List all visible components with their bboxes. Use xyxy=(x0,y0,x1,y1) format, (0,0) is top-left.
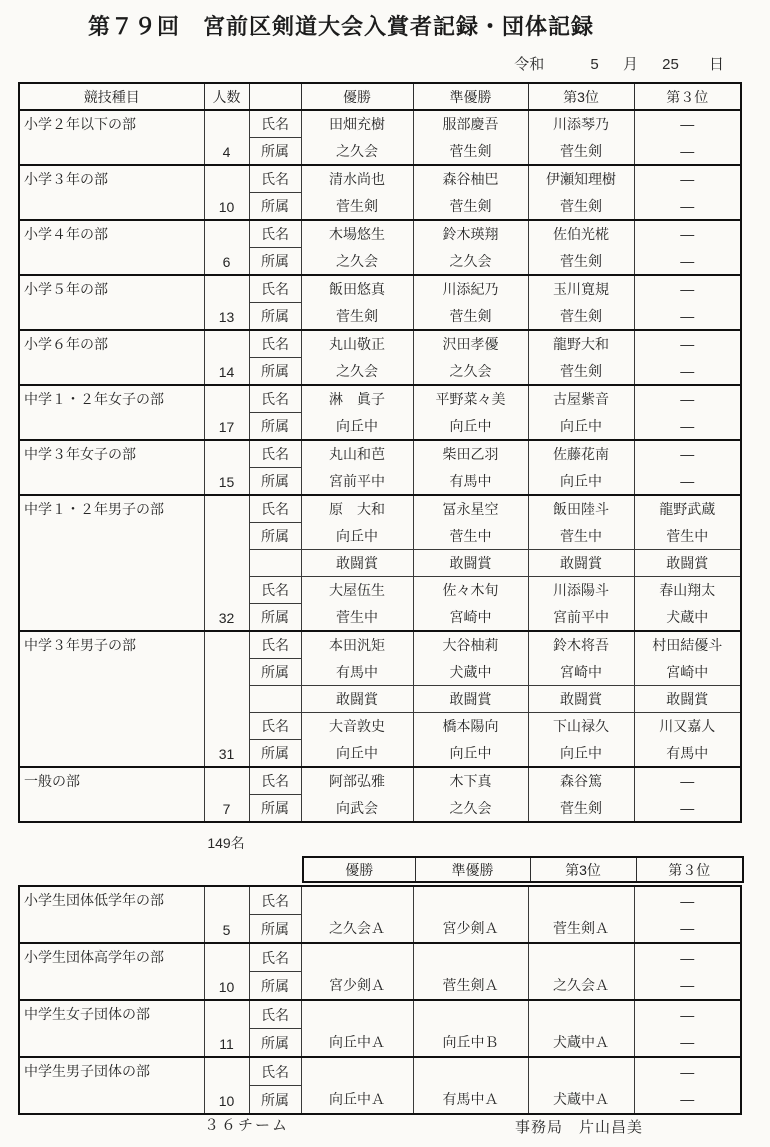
affiliation-cell: 之久会Ａ xyxy=(301,915,413,944)
affiliation-cell: ― xyxy=(634,138,741,166)
affiliation-cell: 菅生剣Ａ xyxy=(413,972,528,1001)
name-cell xyxy=(301,1057,413,1086)
name-cell: ― xyxy=(634,330,741,358)
affiliation-cell: 菅生剣 xyxy=(413,138,528,166)
name-cell: 玉川寛規 xyxy=(528,275,634,303)
date-month-unit: 月 xyxy=(622,56,638,73)
name-cell xyxy=(528,1057,634,1086)
participant-count: 13 xyxy=(204,275,249,330)
name-cell xyxy=(413,886,528,915)
admin-office: 事務局 片山昌美 xyxy=(515,1119,644,1136)
name-label: 氏名 xyxy=(249,495,301,523)
name-cell xyxy=(413,943,528,972)
event-label: 小学５年の部 xyxy=(19,275,204,330)
affiliation-cell: 菅生中 xyxy=(413,523,528,550)
name-cell: 丸山和芭 xyxy=(301,440,413,468)
name-cell: 平野菜々美 xyxy=(413,385,528,413)
event-label: 一般の部 xyxy=(19,767,204,822)
affiliation-cell: 犬蔵中 xyxy=(413,659,528,686)
event-label: 中学１・２年男子の部 xyxy=(19,495,204,631)
affiliation-cell: 之久会 xyxy=(301,248,413,276)
affiliation-label: 所属 xyxy=(249,138,301,166)
affiliation-label: 所属 xyxy=(249,468,301,496)
participant-count: 32 xyxy=(204,495,249,631)
name-cell: 川添紀乃 xyxy=(413,275,528,303)
participant-count: 7 xyxy=(204,767,249,822)
affiliation-cell: 菅生剣 xyxy=(528,138,634,166)
event-label: 小学生団体高学年の部 xyxy=(19,943,204,1000)
page-title: 第７９回 宮前区剣道大会入賞者記録・団体記録 xyxy=(88,14,595,39)
participant-count: 10 xyxy=(204,943,249,1000)
name-cell xyxy=(528,943,634,972)
team-header-second-place: 準優勝 xyxy=(415,857,530,882)
affiliation-cell: 宮前平中 xyxy=(301,468,413,496)
name-cell: 伊瀬知理樹 xyxy=(528,165,634,193)
fighting-spirit-award-cell: 敢闘賞 xyxy=(301,550,413,577)
name-label: 氏名 xyxy=(249,943,301,972)
footer xyxy=(0,1114,770,1138)
participant-count: 6 xyxy=(204,220,249,275)
affiliation-cell: 向丘中 xyxy=(301,413,413,441)
name-cell: 佐々木旬 xyxy=(413,577,528,604)
affiliation-cell: 有馬中Ａ xyxy=(413,1086,528,1115)
table-row xyxy=(19,943,741,972)
affiliation-cell: 宮崎中 xyxy=(413,604,528,632)
name-cell: 森谷篤 xyxy=(528,767,634,795)
affiliation-cell: 之久会 xyxy=(413,248,528,276)
affiliation-cell: 向丘中 xyxy=(528,740,634,768)
header-event: 競技種目 xyxy=(19,83,204,110)
name-cell: 木場悠生 xyxy=(301,220,413,248)
affiliation-cell: 向丘中Ｂ xyxy=(413,1029,528,1058)
affiliation-cell: 菅生中 xyxy=(528,523,634,550)
name-label: 氏名 xyxy=(249,631,301,659)
name-cell: 龍野大和 xyxy=(528,330,634,358)
affiliation-cell: 菅生剣 xyxy=(301,303,413,331)
affiliation-cell: 菅生剣 xyxy=(528,358,634,386)
header-third-place-2: 第３位 xyxy=(634,83,741,110)
name-cell xyxy=(413,1057,528,1086)
affiliation-cell: 宮崎中 xyxy=(528,659,634,686)
fighting-spirit-award-cell: 敢闘賞 xyxy=(301,686,413,713)
affiliation-cell: 菅生中 xyxy=(301,604,413,632)
table-row xyxy=(19,110,741,138)
affiliation-label: 所属 xyxy=(249,604,301,632)
affiliation-cell: 向武会 xyxy=(301,795,413,823)
table-row xyxy=(19,1057,741,1086)
name-label: 氏名 xyxy=(249,220,301,248)
participant-count: 14 xyxy=(204,330,249,385)
name-cell: ― xyxy=(634,110,741,138)
name-label: 氏名 xyxy=(249,886,301,915)
name-cell: 橋本陽向 xyxy=(413,713,528,740)
affiliation-label: 所属 xyxy=(249,358,301,386)
name-cell: 川添陽斗 xyxy=(528,577,634,604)
affiliation-cell: 犬蔵中 xyxy=(634,604,741,632)
fighting-spirit-award-cell: 敢闘賞 xyxy=(528,550,634,577)
event-label: 小学４年の部 xyxy=(19,220,204,275)
affiliation-cell: 向丘中Ａ xyxy=(301,1029,413,1058)
event-label: 中学３年女子の部 xyxy=(19,440,204,495)
affiliation-label: 所属 xyxy=(249,1086,301,1115)
header-third-place: 第3位 xyxy=(528,83,634,110)
participant-count: 5 xyxy=(204,886,249,943)
event-label: 小学生団体低学年の部 xyxy=(19,886,204,943)
affiliation-cell: 向丘中 xyxy=(528,468,634,496)
table-row xyxy=(19,767,741,795)
affiliation-cell: 犬蔵中Ａ xyxy=(528,1086,634,1115)
affiliation-cell: 向丘中 xyxy=(413,413,528,441)
affiliation-cell: 向丘中 xyxy=(528,413,634,441)
name-cell: ― xyxy=(634,943,741,972)
affiliation-cell: 有馬中 xyxy=(634,740,741,768)
name-cell: 鈴木瑛翔 xyxy=(413,220,528,248)
name-cell: 川添琴乃 xyxy=(528,110,634,138)
name-label: 氏名 xyxy=(249,1000,301,1029)
affiliation-cell: 之久会 xyxy=(301,358,413,386)
name-cell: 佐藤花南 xyxy=(528,440,634,468)
fighting-spirit-award-cell: 敢闘賞 xyxy=(413,550,528,577)
name-cell: 服部慶吾 xyxy=(413,110,528,138)
name-cell: ― xyxy=(634,275,741,303)
date-era: 令和 xyxy=(514,56,545,73)
event-label: 中学生男子団体の部 xyxy=(19,1057,204,1114)
affiliation-cell: 向丘中 xyxy=(301,523,413,550)
name-cell: 沢田孝優 xyxy=(413,330,528,358)
affiliation-cell: 有馬中 xyxy=(301,659,413,686)
name-cell: 阿部弘雅 xyxy=(301,767,413,795)
affiliation-cell: 宮少剣Ａ xyxy=(301,972,413,1001)
affiliation-label: 所属 xyxy=(249,795,301,823)
table-row xyxy=(19,886,741,915)
name-cell: 龍野武蔵 xyxy=(634,495,741,523)
fighting-spirit-award-cell: 敢闘賞 xyxy=(634,550,741,577)
table-row xyxy=(19,440,741,468)
name-cell xyxy=(528,886,634,915)
name-label: 氏名 xyxy=(249,767,301,795)
event-label: 中学生女子団体の部 xyxy=(19,1000,204,1057)
team-table-header xyxy=(302,856,744,883)
header-blank xyxy=(249,83,301,110)
name-cell: 清水尚也 xyxy=(301,165,413,193)
date-day: 25 xyxy=(662,56,679,73)
header-count: 人数 xyxy=(204,83,249,110)
affiliation-cell: 宮崎中 xyxy=(634,659,741,686)
affiliation-cell: 向丘中 xyxy=(301,740,413,768)
affiliation-label: 所属 xyxy=(249,740,301,768)
name-label: 氏名 xyxy=(249,385,301,413)
name-cell: ― xyxy=(634,385,741,413)
name-cell: 大屋伍生 xyxy=(301,577,413,604)
table-row xyxy=(19,275,741,303)
name-label: 氏名 xyxy=(249,165,301,193)
affiliation-cell: ― xyxy=(634,1086,741,1115)
name-cell: 大谷柚莉 xyxy=(413,631,528,659)
name-cell: 田畑充樹 xyxy=(301,110,413,138)
name-cell: 木下真 xyxy=(413,767,528,795)
name-cell: 飯田悠真 xyxy=(301,275,413,303)
table-row xyxy=(19,385,741,413)
team-results-table xyxy=(18,885,742,1115)
affiliation-cell: ― xyxy=(634,193,741,221)
affiliation-cell: 宮少剣Ａ xyxy=(413,915,528,944)
name-cell: 飯田陸斗 xyxy=(528,495,634,523)
affiliation-cell: 菅生剣Ａ xyxy=(528,915,634,944)
name-cell: 柴田乙羽 xyxy=(413,440,528,468)
affiliation-cell: 菅生剣 xyxy=(413,303,528,331)
affiliation-label: 所属 xyxy=(249,1029,301,1058)
name-cell: 本田汎矩 xyxy=(301,631,413,659)
name-label: 氏名 xyxy=(249,713,301,740)
affiliation-cell: 菅生剣 xyxy=(528,248,634,276)
affiliation-cell: 菅生剣 xyxy=(413,193,528,221)
name-cell: 丸山敬正 xyxy=(301,330,413,358)
table-row xyxy=(19,631,741,659)
name-cell: 淋 眞子 xyxy=(301,385,413,413)
name-cell xyxy=(301,1000,413,1029)
affiliation-cell: 菅生剣 xyxy=(528,795,634,823)
affiliation-cell: 向丘中Ａ xyxy=(301,1086,413,1115)
affiliation-cell: ― xyxy=(634,1029,741,1058)
fighting-spirit-award-cell: 敢闘賞 xyxy=(528,686,634,713)
name-label: 氏名 xyxy=(249,275,301,303)
name-label: 氏名 xyxy=(249,1057,301,1086)
date-day-unit: 日 xyxy=(708,56,724,73)
individual-table-header-row xyxy=(19,83,741,110)
name-cell: ― xyxy=(634,220,741,248)
date-line xyxy=(514,53,724,74)
individual-total: 149名 xyxy=(207,835,245,851)
table-row xyxy=(19,330,741,358)
affiliation-cell: ― xyxy=(634,303,741,331)
affiliation-cell: ― xyxy=(634,795,741,823)
name-label: 氏名 xyxy=(249,110,301,138)
name-cell: 冨永星空 xyxy=(413,495,528,523)
participant-count: 10 xyxy=(204,165,249,220)
table-row xyxy=(19,1000,741,1029)
table-row xyxy=(19,495,741,523)
name-cell: 佐伯光椛 xyxy=(528,220,634,248)
name-cell: ― xyxy=(634,886,741,915)
individual-results-table xyxy=(18,82,742,823)
name-cell: 原 大和 xyxy=(301,495,413,523)
participant-count: 31 xyxy=(204,631,249,767)
name-cell: 大音敦史 xyxy=(301,713,413,740)
affiliation-label: 所属 xyxy=(249,915,301,944)
participant-count: 17 xyxy=(204,385,249,440)
team-header-first-place: 優勝 xyxy=(303,857,415,882)
affiliation-label: 所属 xyxy=(249,193,301,221)
team-header-third-place: 第3位 xyxy=(530,857,636,882)
affiliation-cell: 之久会 xyxy=(301,138,413,166)
affiliation-cell: ― xyxy=(634,972,741,1001)
name-cell: ― xyxy=(634,1000,741,1029)
name-cell: ― xyxy=(634,767,741,795)
blank-label-cell xyxy=(249,550,301,577)
name-cell: 鈴木将吾 xyxy=(528,631,634,659)
team-table-header-row xyxy=(303,857,743,882)
name-label: 氏名 xyxy=(249,440,301,468)
name-cell: 川又嘉人 xyxy=(634,713,741,740)
participant-count: 10 xyxy=(204,1057,249,1114)
name-cell xyxy=(301,886,413,915)
name-cell xyxy=(528,1000,634,1029)
event-label: 中学３年男子の部 xyxy=(19,631,204,767)
affiliation-cell: 犬蔵中Ａ xyxy=(528,1029,634,1058)
header-second-place: 準優勝 xyxy=(413,83,528,110)
event-label: 小学６年の部 xyxy=(19,330,204,385)
table-row xyxy=(19,220,741,248)
fighting-spirit-award-cell: 敢闘賞 xyxy=(634,686,741,713)
affiliation-cell: ― xyxy=(634,248,741,276)
affiliation-label: 所属 xyxy=(249,248,301,276)
affiliation-cell: 之久会 xyxy=(413,795,528,823)
affiliation-cell: 菅生剣 xyxy=(528,303,634,331)
name-cell: 村田結優斗 xyxy=(634,631,741,659)
name-cell: 古屋紫音 xyxy=(528,385,634,413)
event-label: 小学３年の部 xyxy=(19,165,204,220)
affiliation-label: 所属 xyxy=(249,659,301,686)
name-cell: ― xyxy=(634,165,741,193)
participant-count: 4 xyxy=(204,110,249,165)
name-label: 氏名 xyxy=(249,577,301,604)
affiliation-cell: 之久会Ａ xyxy=(528,972,634,1001)
affiliation-cell: ― xyxy=(634,413,741,441)
event-label: 中学１・２年女子の部 xyxy=(19,385,204,440)
affiliation-label: 所属 xyxy=(249,303,301,331)
team-header-third-place-2: 第３位 xyxy=(636,857,743,882)
affiliation-cell: 之久会 xyxy=(413,358,528,386)
table-row xyxy=(19,165,741,193)
affiliation-label: 所属 xyxy=(249,972,301,1001)
name-cell: 春山翔太 xyxy=(634,577,741,604)
affiliation-cell: 菅生剣 xyxy=(301,193,413,221)
affiliation-cell: 宮前平中 xyxy=(528,604,634,632)
name-cell: 下山禄久 xyxy=(528,713,634,740)
affiliation-label: 所属 xyxy=(249,413,301,441)
affiliation-cell: ― xyxy=(634,468,741,496)
affiliation-label: 所属 xyxy=(249,523,301,550)
name-cell: ― xyxy=(634,1057,741,1086)
date-month: 5 xyxy=(590,56,599,73)
participant-count: 15 xyxy=(204,440,249,495)
affiliation-cell: ― xyxy=(634,358,741,386)
team-total: ３６チーム xyxy=(204,1117,290,1134)
affiliation-cell: 菅生中 xyxy=(634,523,741,550)
name-label: 氏名 xyxy=(249,330,301,358)
name-cell: 森谷柚巴 xyxy=(413,165,528,193)
fighting-spirit-award-cell: 敢闘賞 xyxy=(413,686,528,713)
name-cell: ― xyxy=(634,440,741,468)
blank-label-cell xyxy=(249,686,301,713)
affiliation-cell: 有馬中 xyxy=(413,468,528,496)
event-label: 小学２年以下の部 xyxy=(19,110,204,165)
participant-count: 11 xyxy=(204,1000,249,1057)
affiliation-cell: 向丘中 xyxy=(413,740,528,768)
name-cell xyxy=(301,943,413,972)
affiliation-cell: ― xyxy=(634,915,741,944)
affiliation-cell: 菅生剣 xyxy=(528,193,634,221)
header-first-place: 優勝 xyxy=(301,83,413,110)
name-cell xyxy=(413,1000,528,1029)
